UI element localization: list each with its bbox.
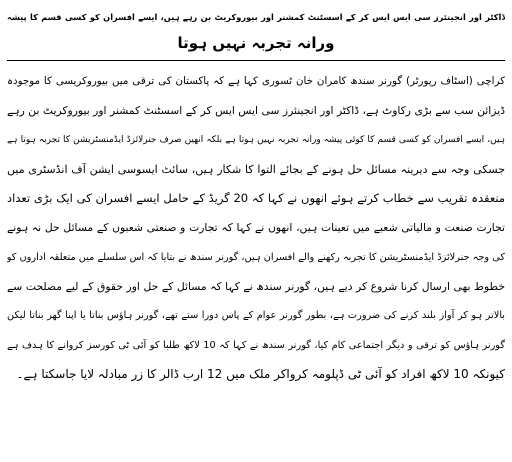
headline — [7, 4, 505, 56]
body-line: خطوط بھی ارسال کرنا شروع کر دیے ہیں، گورنر سندھ نے کہا کہ مسائل کے حل اور حقوق کے لیے مصلحت سے — [7, 280, 505, 294]
body-line: گورنر ہاؤس کو ترقی و دیگر اجتماعی کام کیا، گورنر سندھ نے کہا کہ 10 لاکھ طلبا کو آئی ٹی کورسز کروانے کا ہدف ہے — [7, 339, 505, 351]
headline-line: ڈاکٹر اور انجینئرز سی ایس ایس کر کے اسسٹنٹ کمشنر اور بیوروکریٹ بن رہے ہیں، ایسے افسران کو کسی قسم کا پیشہ — [7, 12, 505, 22]
body-line: جسکی وجہ سے دیرینہ مسائل حل ہونے کے بجائے التوا کا شکار ہیں، سائٹ ایسوسی ایشن آف انڈسٹری میں — [7, 162, 505, 176]
body-line: ڈیزائن سب سے بڑی رکاوٹ ہے، ڈاکٹر اور انجینئرز سی ایس ایس کر کے اسسٹنٹ کمشنر اور بیوروکریٹ بن رہے — [7, 104, 505, 118]
headline-line: ورانہ تجربہ نہیں ہوتا — [177, 34, 335, 52]
body-line: کیونکہ 10 لاکھ افراد کو آئی ٹی ڈپلومہ کرواکر ملک میں 12 ارب ڈالر کا زر مبادلہ لایا جاسکتا ہے۔ — [16, 366, 505, 381]
body-line: تجارت صنعت و مالیاتی شعبے میں تعینات ہیں، انھوں نے کہا کہ تجارت و صنعتی شعبوں کے مسائل حل نہ ہونے — [7, 221, 505, 235]
body-line: بالاتر ہو کر آواز بلند کرنے کی ضرورت ہے، بطور گورنر عوام کے پاس دورا ستے تھے، گورنر ہاؤس بناتا یا اپنا گھر بناتا لیکن — [7, 310, 505, 322]
article-body — [7, 67, 505, 389]
body-line: کراچی (اسٹاف رپورٹر) گورنر سندھ کامران خان ٹسوری کہا ہے کہ پاکستان کی ترقی میں بیوروکریسی کا موجودہ — [7, 75, 505, 87]
body-line: کی وجہ جنرلائزڈ ایڈمنسٹریشن کا تجربہ رکھنے والے افسران ہیں، گورنر سندھ نے بتایا کہ اس سلسلے میں متعلقہ اداروں کو — [7, 251, 505, 263]
body-line: ہیں، ایسے افسران کو کسی قسم کا کوئی پیشہ ورانہ تجربہ نہیں ہوتا ہے بلکہ انھیں صرف جنرلائزڈ ایڈمنسٹریشن کا تجربہ ہوتا ہے — [7, 134, 505, 145]
body-line: منعقدہ تقریب سے خطاب کرتے ہوئے انھوں نے کہا کہ 20 گریڈ کے حامل ایسے افسران کی ایک بڑی تعداد — [7, 191, 505, 206]
headline-divider — [7, 60, 505, 61]
